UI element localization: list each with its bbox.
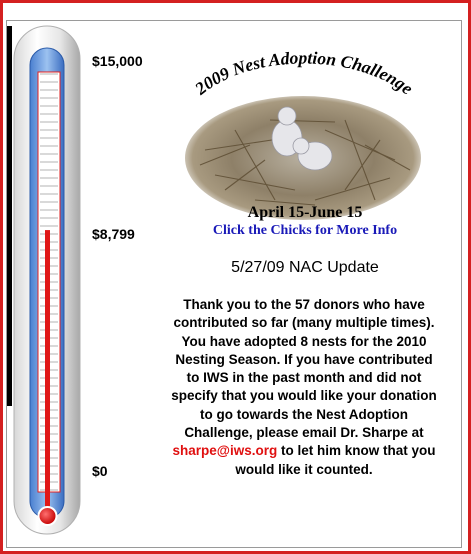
thermometer-bulb (39, 507, 57, 525)
donation-thermometer (0, 0, 160, 554)
thermometer-fluid-column (45, 230, 50, 512)
email-link[interactable]: sharpe@iws.org (172, 443, 278, 459)
update-body (168, 296, 440, 479)
thermometer-min-label: $0 (92, 463, 108, 479)
update-body-text-1: Thank you to the 57 donors who have contributed so far (many multiple times). You have adopted 8 nests for the 2010 Nesting Season. If you have contributed to IWS in the past month and did not specify that you would like your donation to go towards the Nest Adoption Challenge, please email Dr. Sharpe at (171, 297, 437, 441)
challenge-dates: April 15-June 15 (247, 204, 363, 221)
update-body-text-2: to let him know that you would like it counted. (235, 443, 436, 477)
thermometer-current-label: $8,799 (92, 226, 135, 242)
thermometer-max-label: $15,000 (92, 53, 143, 69)
update-title: 5/27/09 NAC Update (231, 259, 379, 276)
more-info-link[interactable]: Click the Chicks for More Info (212, 223, 398, 238)
logo-arc-title: 2009 Nest Adoption Challenge (191, 50, 418, 99)
